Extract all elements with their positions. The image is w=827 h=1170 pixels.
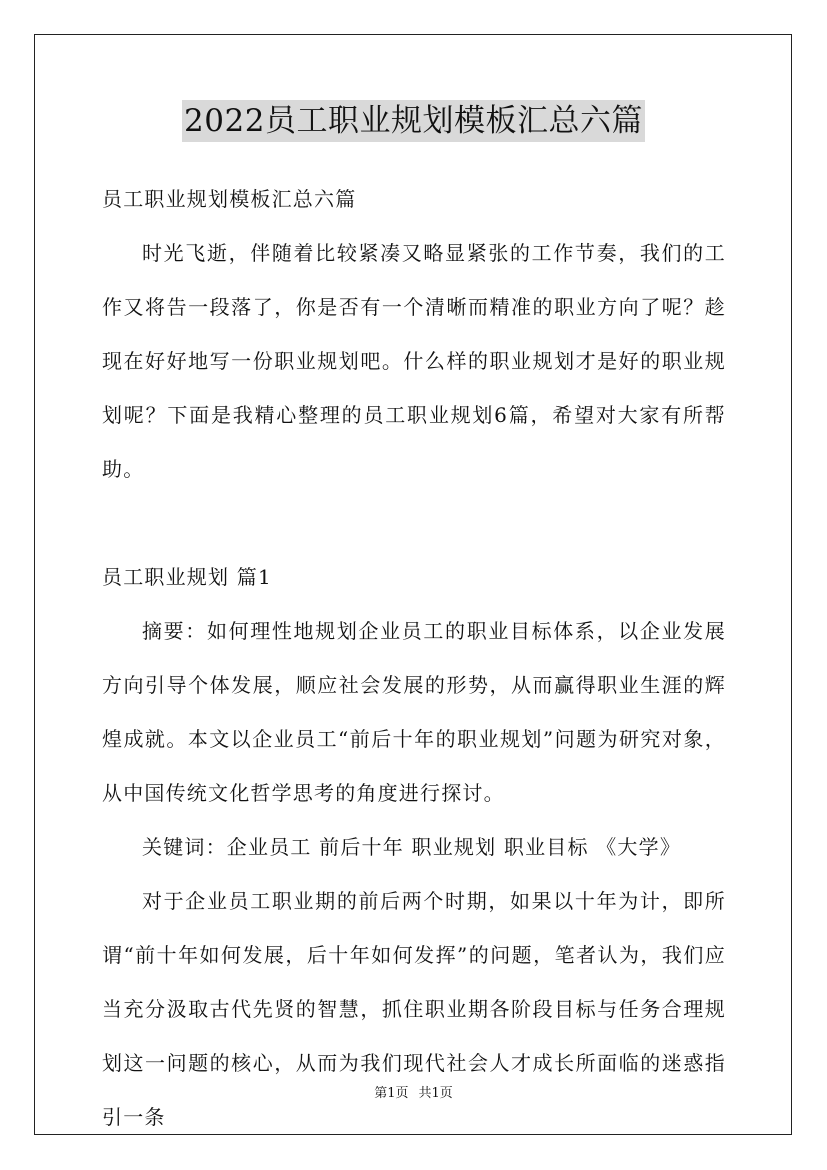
page-footer [0,1082,827,1101]
title-wrap [0,100,827,142]
page-total: 共1页 [418,1086,453,1101]
keywords-paragraph: 关键词：企业员工 前后十年 职业规划 职业目标 《大学》 [142,835,682,859]
page-number: 第1页 [374,1086,409,1101]
abstract-paragraph: 摘要：如何理性地规划企业员工的职业目标体系，以企业发展方向引导个体发展，顺应社会发展的形势，从而赢得职业生涯的辉煌成就。本文以企业员工“前后十年的职业规划”问题为研究对象，从中国传统文化哲学思考的角度进行探讨。 [102,619,726,805]
document-title: 2022员工职业规划模板汇总六篇 [182,100,645,142]
body-paragraph: 对于企业员工职业期的前后两个时期，如果以十年为计，即所谓“前十年如何发展，后十年如何发挥”的问题，笔者认为，我们应当充分汲取古代先贤的智慧，抓住职业期各阶段目标与任务合理规划这一问题的核心，从而为我们现代社会人才成长所面临的迷惑指引一条 [102,889,726,1129]
intro-paragraph: 时光飞逝，伴随着比较紧凑又略显紧张的工作节奏，我们的工作又将告一段落了，你是否有一个清晰而精准的职业方向了呢？趁现在好好地写一份职业规划吧。什么样的职业规划才是好的职业规划呢？下面是我精心整理的员工职业规划6篇，希望对大家有所帮助。 [102,241,726,481]
subtitle-paragraph: 员工职业规划模板汇总六篇 [102,187,357,211]
document-body [102,172,726,1144]
section-heading: 员工职业规划 篇1 [102,565,272,589]
